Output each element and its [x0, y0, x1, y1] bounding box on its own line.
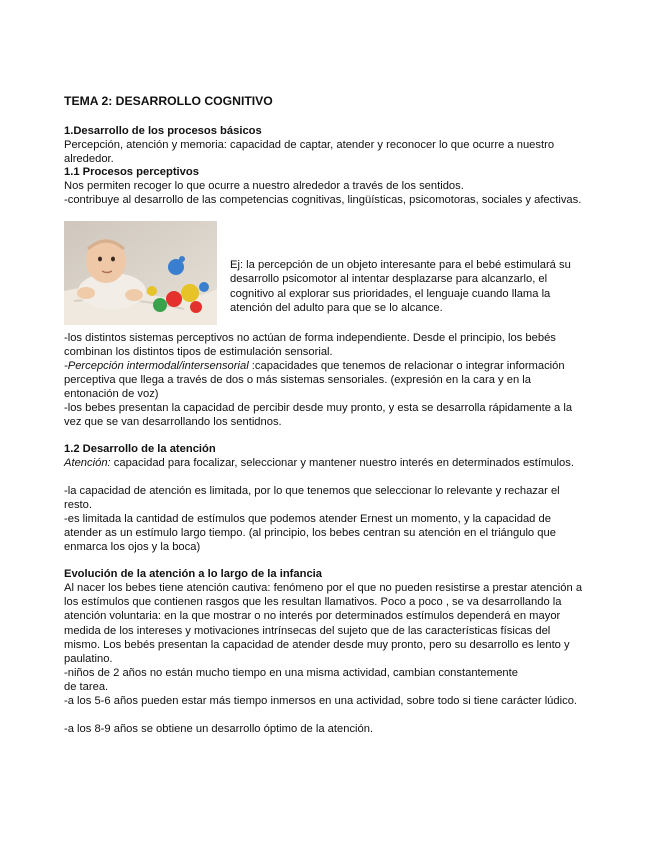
intermodal-term: -Percepción intermodal/intersensorial	[64, 360, 249, 372]
evolution-para-1: Al nacer los bebes tiene atención cautiva: fenómeno por el que no pueden resistirse a prestar atención a los estímulos que contienen rasgos que les resultan llamativos. Poco a poco , se va desarrollando la atención voluntaria: en la que mostrar o no interés por determinados estímulos dependerá en mayor medida de los intereses y motivaciones intrínsecas del sujeto que de las características físicas del mismo. Los bebés presentan la capacidad de atender desde muy pronto, pero su desarrollo es lento y paulatino.	[64, 582, 583, 666]
subsection-1-2-heading: 1.2 Desarrollo de la atención	[64, 443, 216, 455]
attention-definition-text: capacidad para focalizar, seleccionar y mantener nuestro interés en determinados estímulos.	[110, 457, 574, 469]
baby-playing-photo	[64, 221, 217, 325]
section-1-heading: 1.Desarrollo de los procesos básicos	[64, 125, 262, 137]
attention-definition	[64, 456, 586, 470]
perception-example: Ej: la percepción de un objeto interesante para el bebé estimulará su desarrollo psicomotor al intentar desplazarse para alcanzarlo, el cognitivo al explorar sus prioridades, el lenguaje cuando llama la atención del adulto para que se lo alcance.	[230, 259, 571, 314]
attention-para-2: -es limitada la cantidad de estímulos que podemos atender Ernest un momento, y la capacidad de atender as un estímulo largo tiempo. (al principio, los bebes centran su atención en el triángulo que enmarca los ojos y la boca)	[64, 513, 556, 554]
perception-para-2	[64, 359, 586, 402]
attention-term: Atención:	[64, 457, 111, 469]
attention-para-1: -la capacidad de atención es limitada, por lo que tenemos que seleccionar lo relevante y rechazar el resto.	[64, 485, 560, 512]
perception-para-1: -los distintos sistemas perceptivos no actúan de forma independiente. Desde el principio, los bebés combinan los distintos tipos de estimulación sensorial.	[64, 332, 556, 359]
subsection-1-1-heading: 1.1 Procesos perceptivos	[64, 166, 199, 178]
perception-para-3: -los bebes presentan la capacidad de percibir desde muy pronto, y esta se desarrolla rápidamente a la vez que se van desarrollando los sentidnos.	[64, 402, 573, 429]
perception-line-2: -contribuye al desarrollo de las competencias cognitivas, lingüísticas, psicomotoras, sociales y afectivas.	[64, 194, 582, 206]
evolution-heading: Evolución de la atención a lo largo de la infancia	[64, 568, 322, 580]
evolution-line-2b: de tarea.	[64, 681, 109, 693]
evolution-para-4: -a los 8-9 años se obtiene un desarrollo óptimo de la atención.	[64, 723, 374, 735]
section-1-intro: Percepción, atención y memoria: capacidad de captar, atender y reconocer lo que ocurre a nuestro alrededor.	[64, 139, 555, 166]
perception-line-1: Nos permiten recoger lo que ocurre a nuestro alrededor a través de los sentidos.	[64, 180, 464, 192]
document-title: TEMA 2: DESARROLLO COGNITIVO	[64, 94, 273, 108]
intermodal-definition: :capacidades que tenemos de relacionar o integrar información perceptiva que llega a través de dos o más sistemas sensoriales. (expresión en la cara y en la entonación de voz)	[64, 360, 565, 401]
evolution-line-2a: -niños de 2 años no están mucho tiempo en una misma actividad, cambian constantemente	[64, 667, 518, 679]
evolution-para-3: -a los 5-6 años pueden estar más tiempo inmersos en una actividad, sobre todo si tiene carácter lúdico.	[64, 695, 578, 707]
